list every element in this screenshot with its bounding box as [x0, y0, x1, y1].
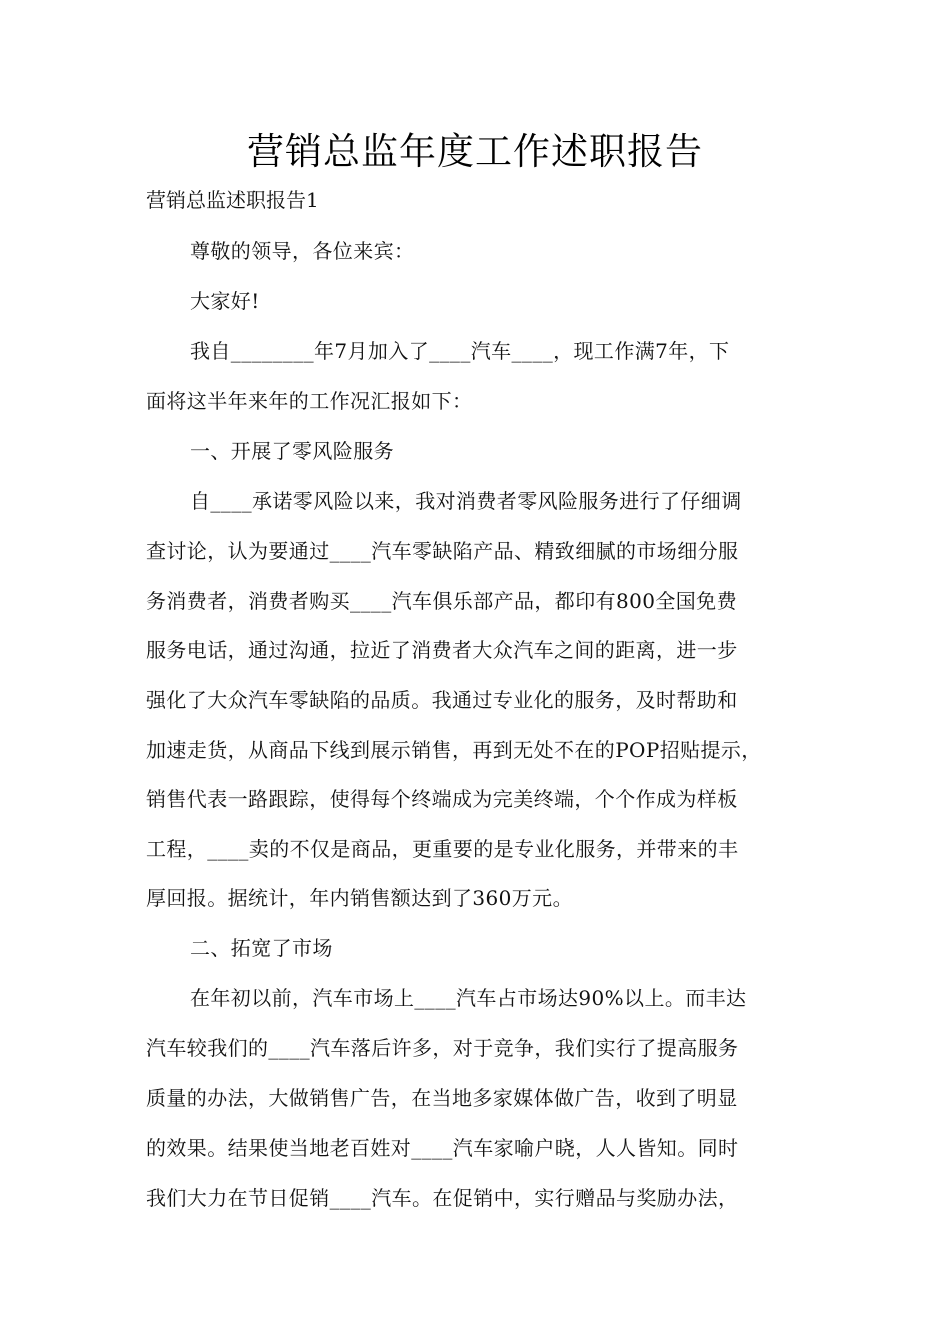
body-line: 厚回报。据统计，年内销售额达到了360万元。	[146, 886, 573, 910]
body-line: 服务电话，通过沟通，拉近了消费者大众汽车之间的距离，进一步	[146, 638, 738, 662]
body-line: 自____承诺零风险以来，我对消费者零风险服务进行了仔细调	[190, 489, 742, 513]
body-line: 销售代表一路跟踪，使得每个终端成为完美终端，个个作成为样板	[146, 787, 738, 811]
document-title: 营销总监年度工作述职报告	[247, 130, 703, 173]
report-subtitle: 营销总监述职报告1	[146, 188, 319, 212]
body-line: 务消费者，消费者购买____汽车俱乐部产品，都印有800全国免费	[146, 589, 737, 613]
section-heading: 二、拓宽了市场	[190, 936, 333, 960]
body-line: 工程，____卖的不仅是商品，更重要的是专业化服务，并带来的丰	[146, 837, 739, 861]
body-line: 质量的办法，大做销售广告，在当地多家媒体做广告，收到了明显	[146, 1086, 738, 1110]
body-line: 面将这半年来年的工作况汇报如下：	[146, 389, 473, 413]
body-line: 我自________年7月加入了____汽车____，现工作满7年，下	[190, 339, 730, 363]
body-line: 强化了大众汽车零缺陷的品质。我通过专业化的服务，及时帮助和	[146, 688, 738, 712]
body-line: 加速走货，从商品下线到展示销售，再到无处不在的POP招贴提示，	[146, 738, 762, 762]
body-line: 我们大力在节日促销____汽车。在促销中，实行赠品与奖励办法，	[146, 1186, 739, 1210]
body-line: 在年初以前，汽车市场上____汽车占市场达90%以上。而丰达	[190, 986, 747, 1010]
salutation-line: 尊敬的领导，各位来宾：	[190, 239, 415, 263]
body-line: 的效果。结果使当地老百姓对____汽车家喻户晓，人人皆知。同时	[146, 1136, 739, 1160]
section-heading: 一、开展了零风险服务	[190, 439, 394, 463]
body-line: 汽车较我们的____汽车落后许多，对于竞争，我们实行了提高服务	[146, 1036, 739, 1060]
body-line: 查讨论，认为要通过____汽车零缺陷产品、精致细腻的市场细分服	[146, 539, 739, 563]
greeting-line: 大家好!	[190, 289, 260, 313]
